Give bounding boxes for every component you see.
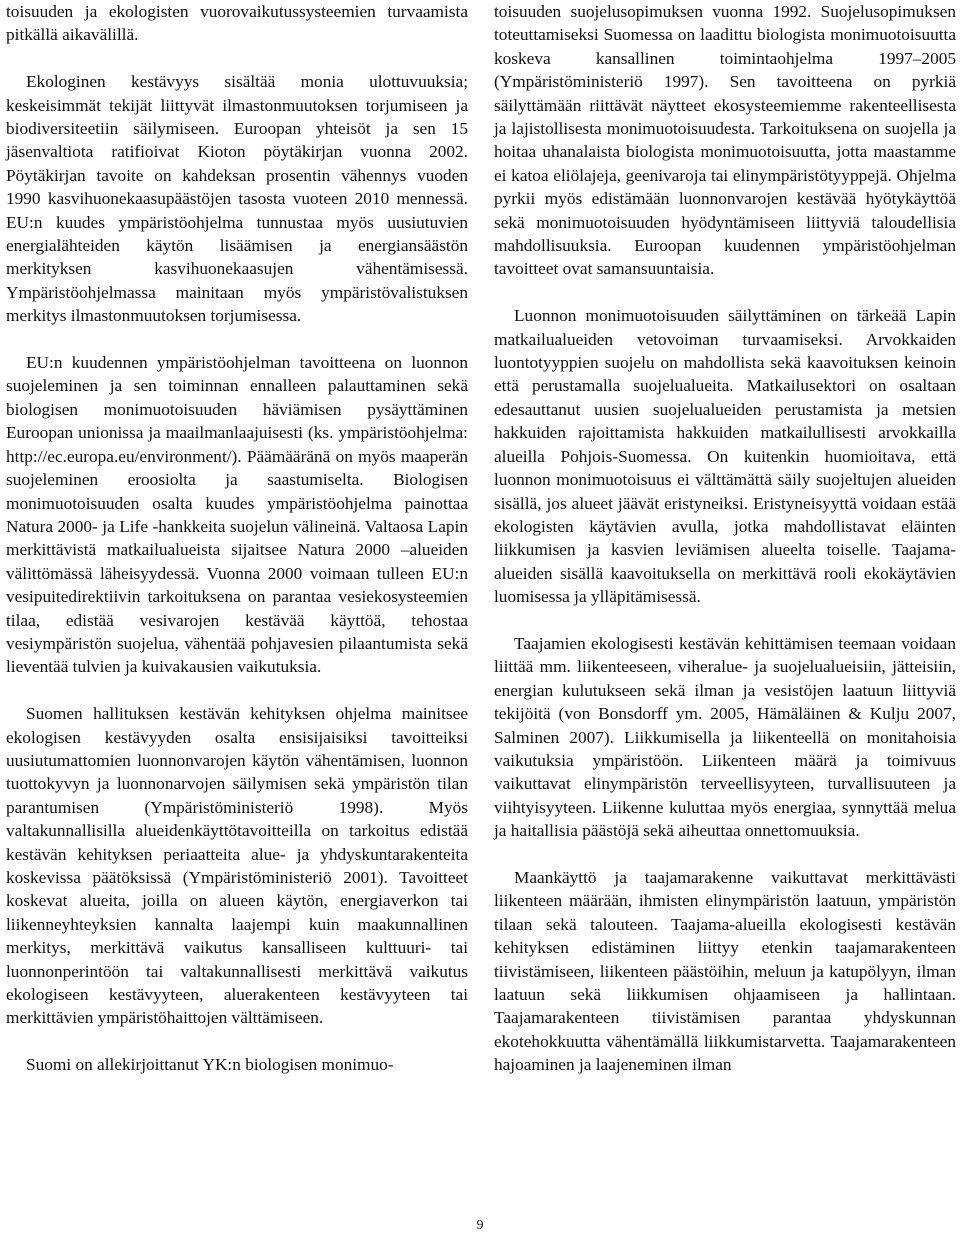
paragraph-lapland-nature: Luonnon monimuotoisuuden säilyttäminen on tärkeää Lapin matkailualueiden vetovoiman turvaamiseksi. Arvokkaiden luontotyyppien suojelu on mahdollista sekä kaavoituksen keinoin että perustamalla suojelualueita. Matkailusektori on osaltaan edesauttanut uusien suojelualueiden perustamista ja metsien hakkuiden rajoittamista hakkuiden matkailullisesti arvokkailla alueilla Pohjois-Suomessa. On kuitenkin huomioitava, että luonnon monimuotoisuus ei välttämättä säily suojeltujen alueiden sisällä, jos alueet jäävät eristyneiksi. Eristyneisyyttä voidaan estää ekologisten käytävien avulla, jotka mahdollistavat eläinten liikkumisen ja kasvien leviämisen alueelta toiselle. Taajama-alueiden sisällä kaavoituksella on merkittävä rooli ekokäytävien luomisessa ja ylläpitämisessä.	[494, 306, 956, 607]
paragraph-un-biodiversity-start: Suomi on allekirjoittanut YK:n biologisen monimuo-	[26, 1055, 394, 1075]
left-column	[6, 0, 468, 1077]
paragraph-biodiversity-programme: toisuuden suojelusopimuksen vuonna 1992. Suojelusopimuksen toteuttamiseksi Suomessa on laadittu biologista monimuotoisuutta koskeva kansallinen toimintaohjelma 1997–2005 (Ympäristöministeriö 1997). Sen tavoitteena on pyrkiä säilyttämään riittävät näytteet ekosysteemiemme rakenteellisesta ja lajistollisesta monimuotoisuudesta. Tarkoituksena on suojella ja hoitaa uhanalaista biologista monimuotoisuutta, jotta maastamme ei katoa eliölajeja, geenivaroja tai elinympäristötyyppejä. Ohjelma pyrkii myös edistämään luonnonvarojen kestävää hyötykäyttöä sekä monimuotoisuuden hyödyntämiseen liittyviä taloudellisia mahdollisuuksia. Euroopan kuudennen ympäristöohjelman tavoitteet ovat samansuuntaisia.	[494, 2, 956, 279]
paragraph-settlement-development: Taajamien ekologisesti kestävän kehittämisen teemaan voidaan liittää mm. liikenteeseen, viheralue- ja suojelualueisiin, jätteisiin, energian kulutukseen sekä ilman ja vesistöjen laatuun liittyviä tekijöitä (von Bonsdorff ym. 2005, Hämäläinen & Kulju 2007, Salminen 2007). Liikkumisella ja liikenteellä on monitahoisia vaikutuksia ympäristöön. Liikenteen määrä ja toimivuus vaikuttavat elinympäristön terveellisyyteen, turvallisuuteen ja viihtyisyyteen. Liikenne kuluttaa myös energiaa, synnyttää melua ja haitallisia päästöjä sekä aiheuttaa onnettomuuksia.	[494, 633, 956, 841]
paragraph-eu-environment-programme: EU:n kuudennen ympäristöohjelman tavoitteena on luonnon suojeleminen ja sen toiminnan ennalleen palauttaminen sekä biologisen monimuotoisuuden häviämisen pysäyttäminen Euroopan unionissa ja maailmanlaajuisesti (ks. ympäristöohjelma: http://ec.europa.eu/environment/). Päämääränä on myös maaperän suojeleminen eroosiolta ja saastumiselta. Biologisen monimuotoisuuden osalta kuudes ympäristöohjelma painottaa Natura 2000- ja Life -hankkeita suojelun välineinä. Valtaosa Lapin merkittävistä matkailualueista sijaitsee Natura 2000 –alueiden välittömässä läheisyydessä. Vuonna 2000 voimaan tulleen EU:n vesipuitedirektiivin tarkoituksena on parantaa vesiekosysteemien tilaa, edistää vesivarojen kestävää käyttöä, tehostaa vesiympäristön suojelua, vähentää pohjavesien pilaantumista sekä lieventää tulvien ja kuivakausien vaikutuksia.	[6, 353, 468, 677]
right-column	[494, 0, 956, 1077]
paragraph-finnish-government-programme: Suomen hallituksen kestävän kehityksen ohjelma mainitsee ekologisen kestävyyden osalta ensisijaisiksi tavoitteiksi uusiutumattomien luonnonvarojen käytön vähentämisen, luonnon tuottokyvyn ja luonnonarvojen säilymisen sekä ympäristön tilan parantumisen (Ympäristöministeriö 1998). Myös valtakunnallisilla alueidenkäyttötavoitteilla on tarkoitus edistää kestävän kehityksen periaatteita alue- ja yhdyskuntarakenteita koskevissa päätöksissä (Ympäristöministeriö 2001). Tavoitteet koskevat alueita, joilla on alueen käytön, energiaverkon tai liikenneyhteyksien kannalta laajempi kuin maakunnallinen merkitys, merkittävä vaikutus kansalliseen kulttuuri- tai luonnonperintöön tai valtakunnallisesti merkittävä vaikutus ekologiseen kestävyyteen, aluerakenteen kestävyyteen tai merkittävien ympäristöhaittojen välttämiseen.	[6, 704, 468, 1028]
paragraph-ecological-sustainability: Ekologinen kestävyys sisältää monia ulottuvuuksia; keskeisimmät tekijät liittyvät ilmastonmuutoksen torjumiseen ja biodiversiteetiin säilymiseen. Euroopan yhteisöt ja sen 15 jäsenvaltiota ratifioivat Kioton pöytäkirjan vuonna 2002. Pöytäkirjan tavoite on kahdeksan prosentin vähennys vuoden 1990 kasvihuonekaasupäästöjen tasosta vuoteen 2010 mennessä. EU:n kuudes ympäristöohjelma tunnustaa myös uusiutuvien energialähteiden käytön lisäämisen ja energiansäästön merkityksen kasvihuonekaasujen vähentämisessä. Ympäristöohjelmassa mainitaan myös ympäristövalistuksen merkitys ilmastonmuutoksen torjumisessa.	[6, 72, 468, 326]
paragraph-land-use: Maankäyttö ja taajamarakenne vaikuttavat merkittävästi liikenteen määrään, ihmisten elinympäristön laatuun, ympäristön tilaan sekä talouteen. Taajama-alueilla ekologisesti kestävän kehityksen edistäminen liittyy etenkin taajamarakenteen tiivistämiseen, liikenteen päästöihin, meluun ja katupölyyn, ilman laatuun sekä liikkumisen ohjaamiseen ja hallintaan. Taajamarakenteen tiivistämisen parantaa yhdyskunnan ekotehokkuutta vähentämällä liikkumistarvetta. Taajamarakenteen hajoaminen ja laajeneminen ilman	[494, 867, 956, 1075]
page-number: 9	[476, 1218, 484, 1233]
paragraph-continuation: toisuuden ja ekologisten vuorovaikutussysteemien turvaamista pitkällä aikavälillä.	[6, 2, 468, 45]
